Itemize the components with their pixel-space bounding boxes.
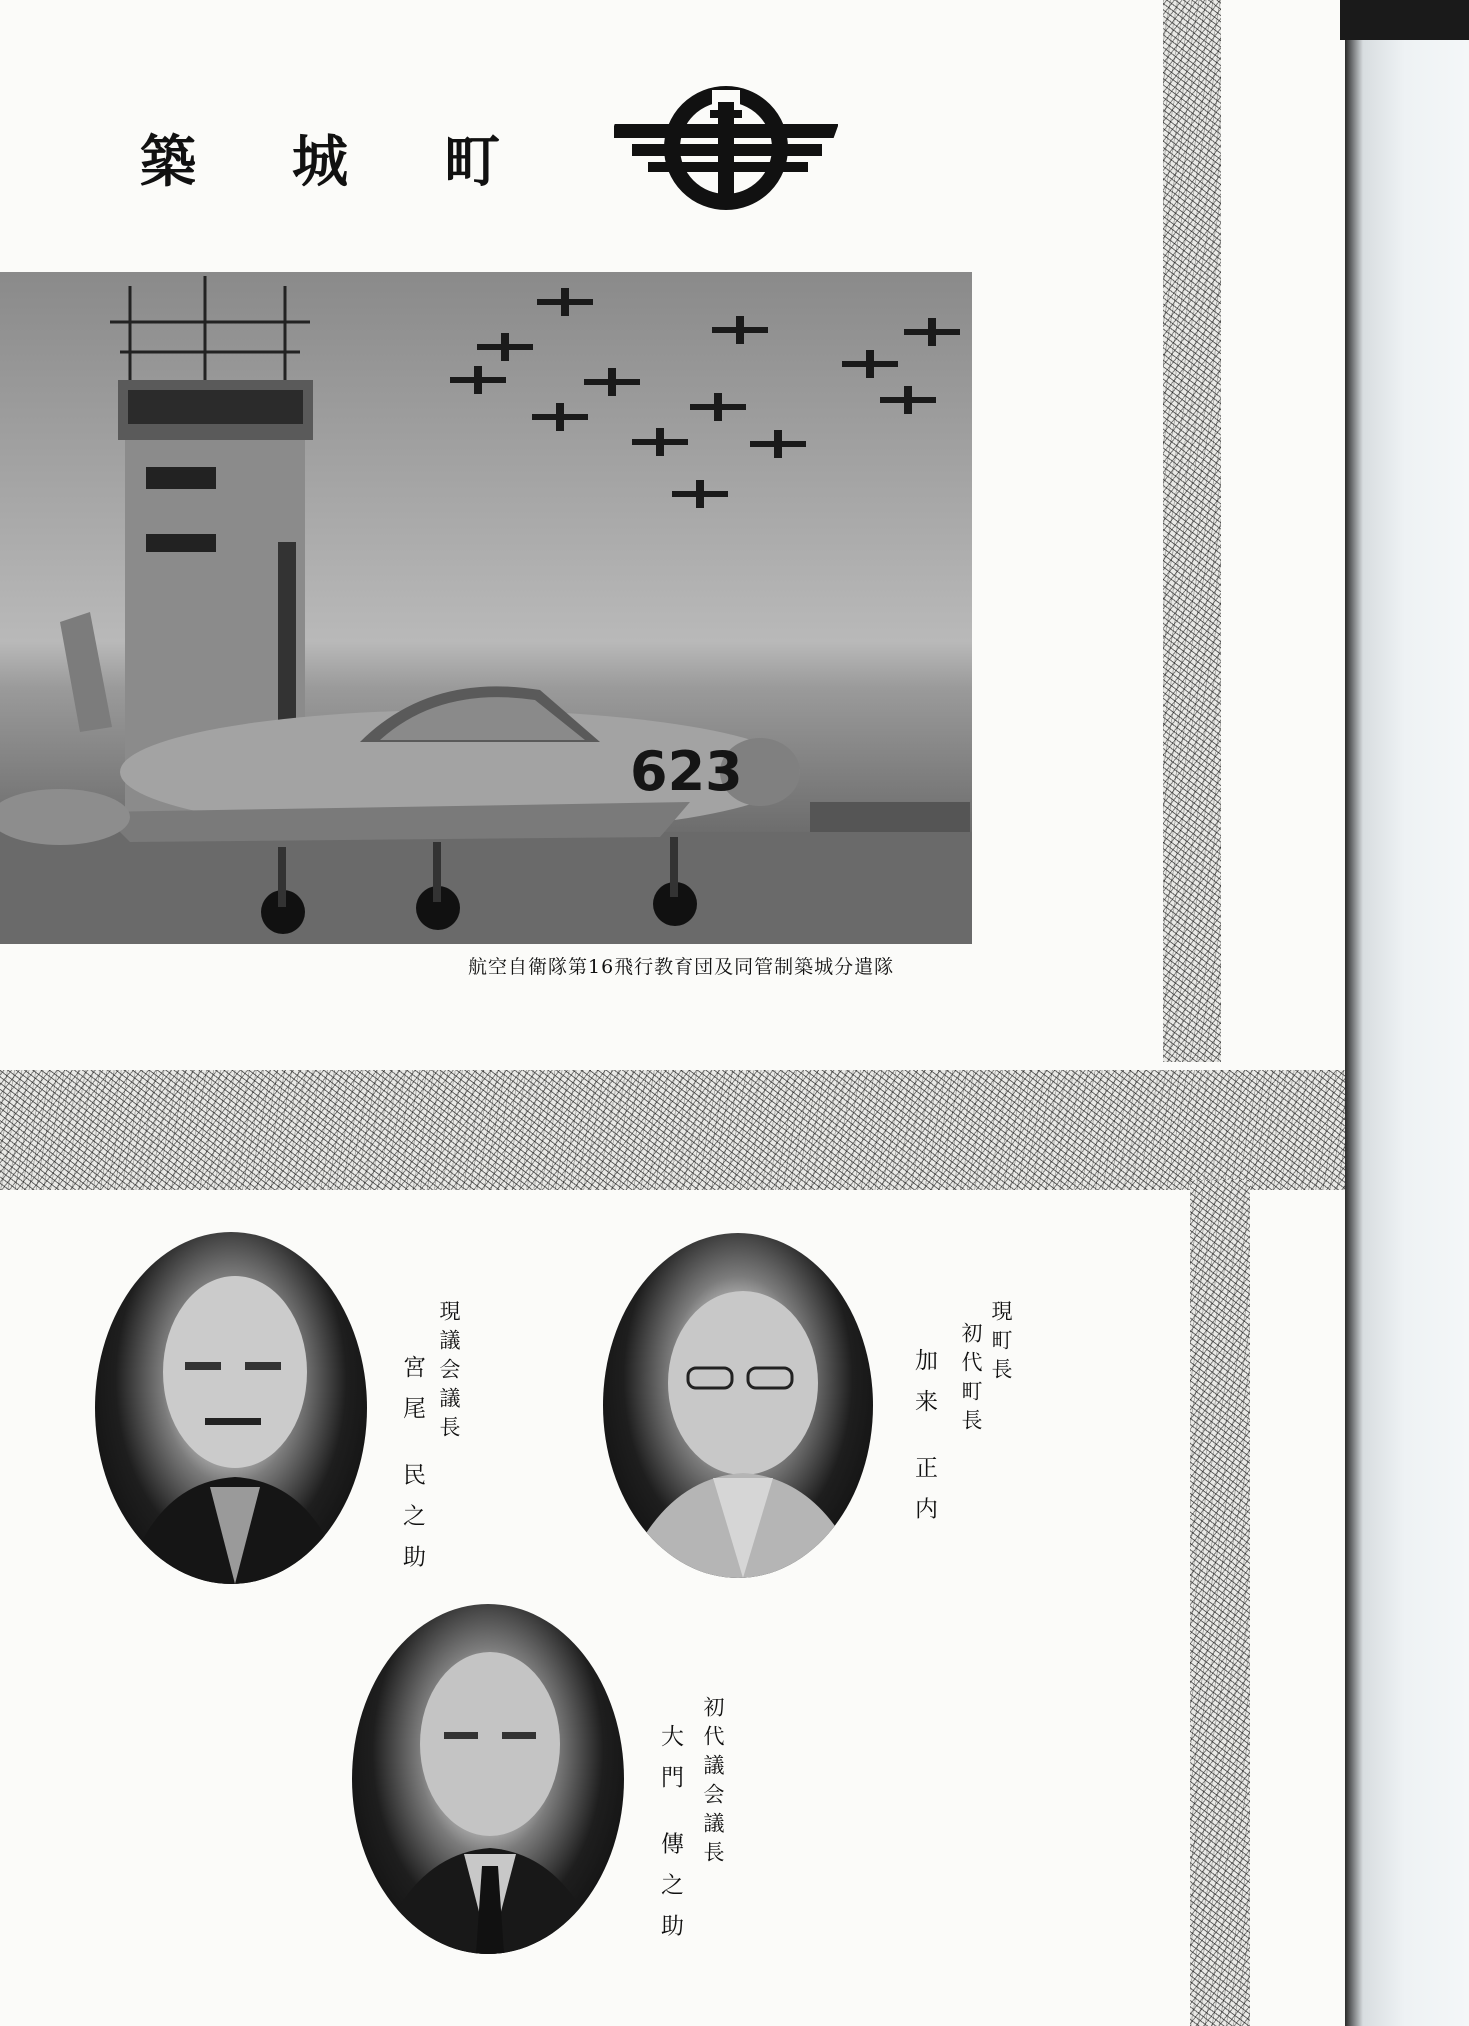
town-emblem-icon bbox=[614, 82, 838, 212]
binding-gutter-shadow bbox=[1340, 0, 1469, 40]
decorative-band bbox=[1190, 1180, 1250, 2026]
page-title bbox=[140, 118, 500, 198]
portrait-name: 宮尾 民之助 bbox=[399, 1355, 425, 1586]
airfield-photo bbox=[0, 272, 972, 944]
decorative-band bbox=[1163, 0, 1221, 1062]
title-char-3: 町 bbox=[444, 129, 500, 195]
aircraft-number: 623 bbox=[630, 740, 743, 803]
decorative-band bbox=[0, 1070, 1350, 1190]
portrait-title: 現町長 bbox=[989, 1300, 1013, 1387]
portrait-title: 初代町長 bbox=[959, 1322, 983, 1438]
portrait-title: 現議会議長 bbox=[437, 1300, 461, 1445]
title-char-2: 城 bbox=[292, 129, 348, 195]
portrait-name: 加来 正内 bbox=[911, 1348, 937, 1538]
portrait-photo bbox=[603, 1233, 873, 1578]
portrait-title: 初代議会議長 bbox=[701, 1696, 725, 1870]
portrait-photo bbox=[95, 1232, 367, 1584]
title-char-1: 築 bbox=[140, 129, 196, 195]
binding-gutter bbox=[1345, 0, 1469, 2026]
portrait-photo bbox=[352, 1604, 624, 1954]
portrait-name: 大門 傳之助 bbox=[657, 1724, 683, 1955]
photo-caption: 航空自衛隊第16飛行教育団及同管制築城分遣隊 bbox=[468, 956, 895, 978]
